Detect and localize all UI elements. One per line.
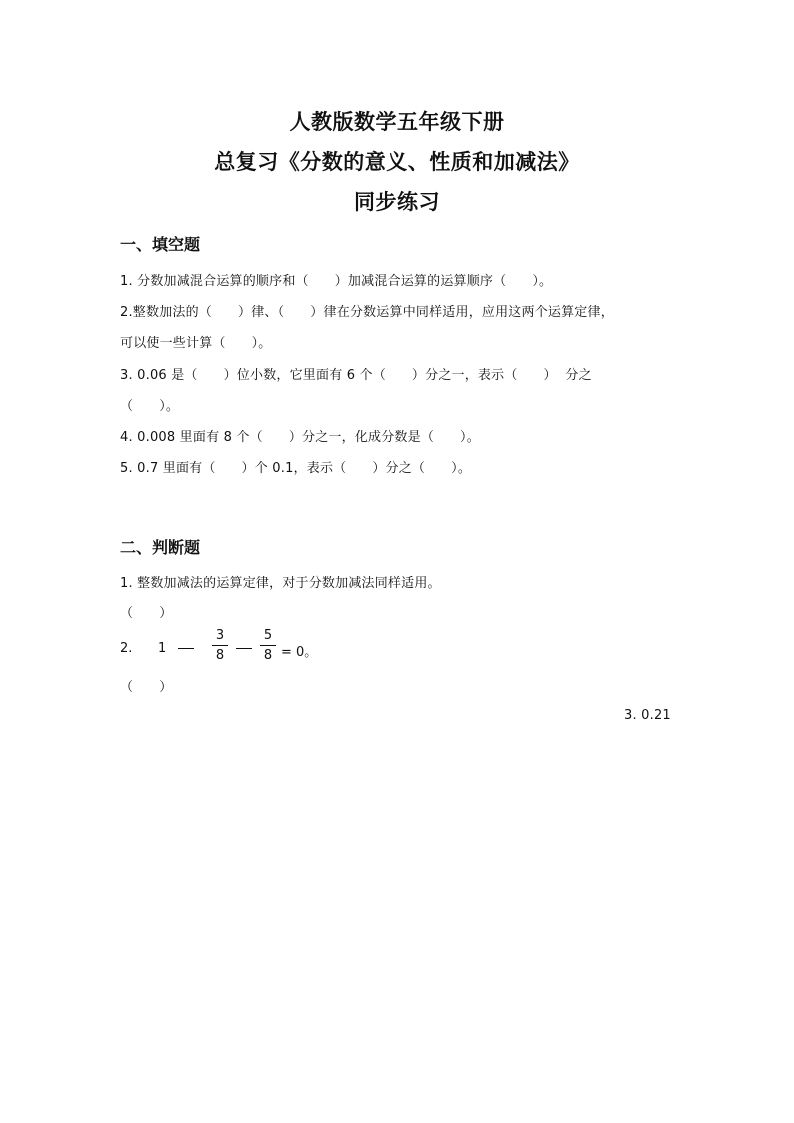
expression-result: = 0。 xyxy=(281,645,318,660)
fraction-5-8 xyxy=(260,627,276,664)
fraction-numerator: 5 xyxy=(263,628,273,643)
question-2-line-2: 可以使一些计算（ ）。 xyxy=(120,336,272,351)
section-heading-fill-blank: 一、填空题 xyxy=(120,235,201,254)
worksheet-subtitle-2: 同步练习 xyxy=(354,189,440,214)
question-2-line-1: 2.整数加法的（ ）律、（ ）律在分数运算中同样适用，应用这两个运算定律， xyxy=(120,305,614,320)
section-heading-judgement: 二、判断题 xyxy=(120,538,201,557)
question-5: 5. 0.7 里面有（ ）个 0.1，表示（ ）分之（ ）。 xyxy=(120,461,472,476)
fraction-bar xyxy=(212,645,228,646)
judgement-answer-paren-2: （ ） xyxy=(120,680,173,695)
minus-sign-2 xyxy=(236,648,252,649)
question-3-line-2: （ ）。 xyxy=(120,399,180,414)
worksheet-subtitle: 总复习《分数的意义、性质和加减法》 xyxy=(214,149,580,174)
fraction-denominator: 8 xyxy=(263,648,273,663)
fraction-denominator: 8 xyxy=(215,648,225,663)
question-4: 4. 0.008 里面有 8 个（ ）分之一，化成分数是（ ）。 xyxy=(120,430,480,445)
worksheet-title: 人教版数学五年级下册 xyxy=(289,109,505,134)
fraction-3-8 xyxy=(212,627,228,664)
judgement-question-3-partial: 3. 0.21 xyxy=(624,708,671,723)
judgement-question-1: 1. 整数加减法的运算定律，对于分数加减法同样适用。 xyxy=(120,576,441,591)
judgement-question-2-label: 2. xyxy=(120,641,133,656)
question-3-line-1: 3. 0.06 是（ ）位小数，它里面有 6 个（ ）分之一，表示（ ） 分之 xyxy=(120,368,592,383)
expression-one: 1 xyxy=(158,641,167,656)
fraction-bar xyxy=(260,645,276,646)
minus-sign-1 xyxy=(178,648,194,649)
fraction-numerator: 3 xyxy=(215,628,225,643)
judgement-answer-paren-1: （ ） xyxy=(120,606,173,621)
question-1: 1. 分数加减混合运算的顺序和（ ）加减混合运算的运算顺序（ ）。 xyxy=(120,274,553,289)
